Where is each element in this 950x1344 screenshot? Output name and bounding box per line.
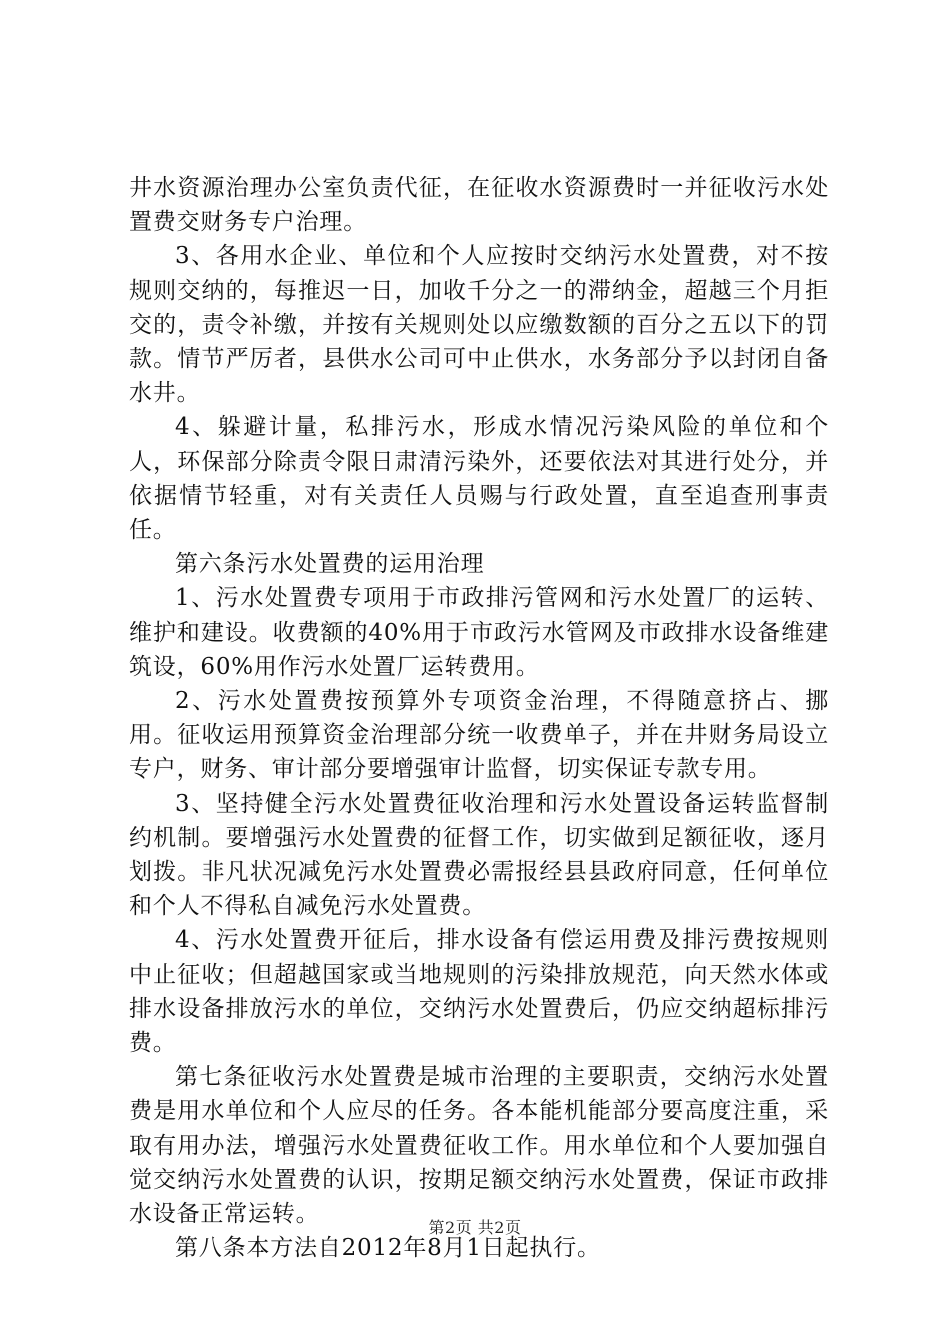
document-body bbox=[129, 171, 829, 1266]
page-number-footer: 第2页 共2页 bbox=[428, 1218, 522, 1237]
paragraph-item-1-usage: 1、污水处置费专项用于市政排污管网和污水处置厂的运转、维护和建设。收费额的40%用于市政污水管网及市政排水设备维建筑设，60%用作污水处置厂运转费用。 bbox=[129, 585, 829, 680]
article-7-paragraph: 第七条征收污水处置费是城市治理的主要职责，交纳污水处置费是用水单位和个人应尽的任务。各本能机能部分要高度注重，采取有用办法，增强污水处置费征收工作。用水单位和个人要加强自觉交纳污水处置费的认识，按期足额交纳污水处置费，保证市政排水设备正常运转。 bbox=[129, 1064, 829, 1228]
paragraph-continuation: 井水资源治理办公室负责代征，在征收水资源费时一并征收污水处置费交财务专户治理。 bbox=[129, 175, 829, 236]
paragraph-item-3-supervision: 3、坚持健全污水处置费征收治理和污水处置设备运转监督制约机制。要增强污水处置费的征督工作，切实做到足额征收，逐月划拨。非凡状况减免污水处置费必需报经县县政府同意，任何单位和个人不得私自减免污水处置费。 bbox=[129, 790, 829, 920]
article-6-heading: 第六条污水处置费的运用治理 bbox=[175, 551, 485, 578]
paragraph-item-3-late-payment: 3、各用水企业、单位和个人应按时交纳污水处置费，对不按规则交纳的，每推迟一日，加收千分之一的滞纳金，超越三个月拒交的，责令补缴，并按有关规则处以应缴数额的百分之五以下的罚款。情节严厉者，县供水公司可中止供水，水务部分予以封闭自备水井。 bbox=[129, 243, 829, 407]
article-8-paragraph: 第八条本方法自2012年8月1日起执行。 bbox=[175, 1235, 601, 1262]
paragraph-item-2-budget: 2、污水处置费按预算外专项资金治理，不得随意挤占、挪用。征收运用预算资金治理部分统一收费单子，并在井财务局设立专户，财务、审计部分要增强审计监督，切实保证专款专用。 bbox=[129, 688, 829, 783]
paragraph-item-4-evasion: 4、躲避计量，私排污水，形成水情况污染风险的单位和个人，环保部分除责令限日肃清污染外，还要依法对其进行处分，并依据情节轻重，对有关责任人员赐与行政处置，直至追查刑事责任。 bbox=[129, 414, 829, 544]
paragraph-item-4-fees: 4、污水处置费开征后，排水设备有偿运用费及排污费按规则中止征收；但超越国家或当地规则的污染排放规范，向天然水体或排水设备排放污水的单位，交纳污水处置费后，仍应交纳超标排污费。 bbox=[129, 927, 829, 1057]
